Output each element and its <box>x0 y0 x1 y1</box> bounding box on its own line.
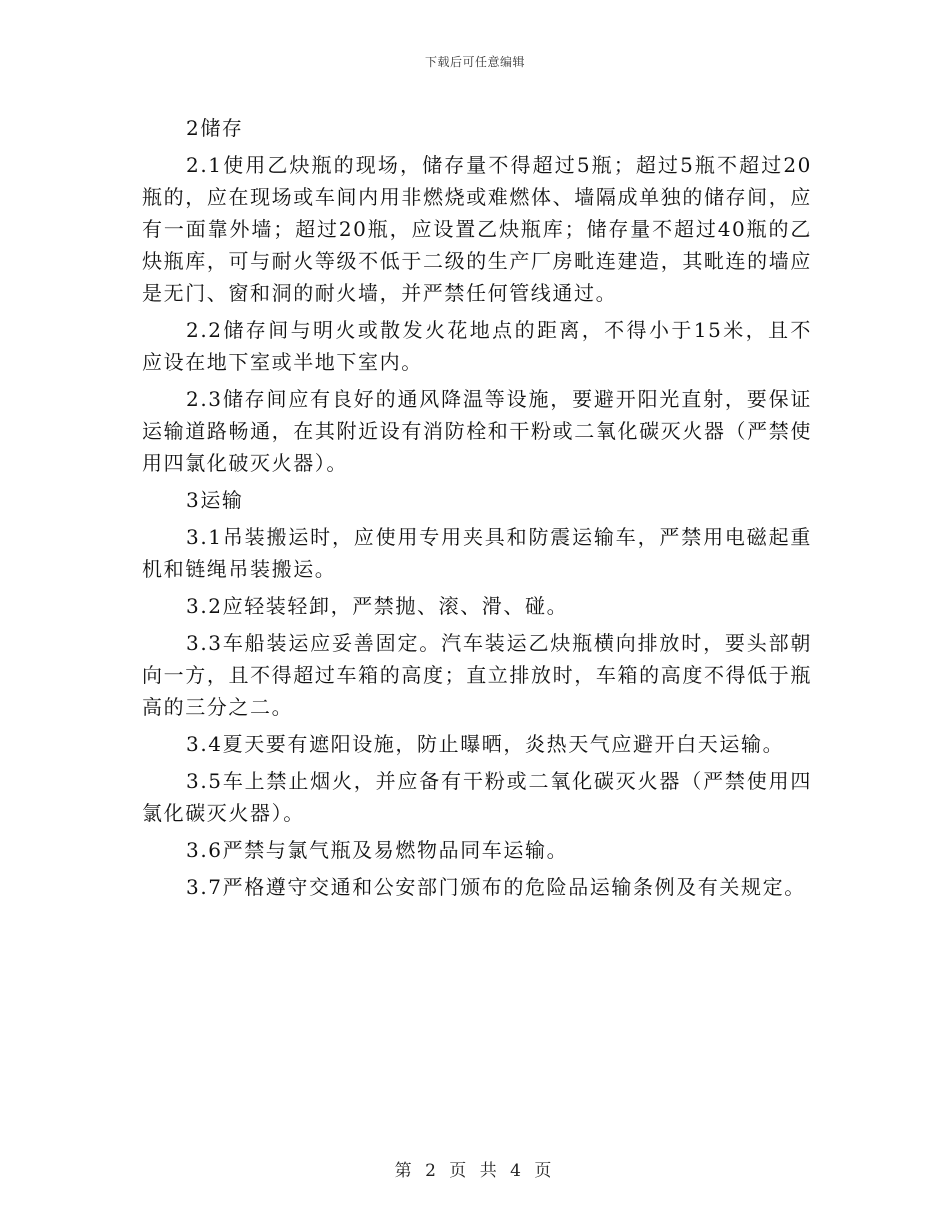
paragraph-3-3: 3.3车船装运应妥善固定。汽车装运乙炔瓶横向排放时，要头部朝向一方，且不得超过车箱的高度；直立排放时，车箱的高度不得低于瓶高的三分之二。 <box>142 631 812 719</box>
paragraph-2-2: 2.2储存间与明火或散发火花地点的距离，不得小于15米，且不应设在地下室或半地下室内。 <box>142 318 812 374</box>
paragraph-2-3: 2.3储存间应有良好的通风降温等设施，要避开阳光直射，要保证运输道路畅通，在其附近设有消防栓和干粉或二氧化碳灭火器（严禁使用四氯化破灭火器）。 <box>142 387 812 475</box>
paragraph-3-4: 3.4夏天要有遮阳设施，防止曝晒，炎热天气应避开白天运输。 <box>186 732 785 756</box>
section-heading-transport: 3运输 <box>186 488 244 512</box>
page-header-note: 下载后可任意编辑 <box>424 55 525 69</box>
paragraph-3-6: 3.6严禁与氯气瓶及易燃物品同车运输。 <box>186 838 569 862</box>
paragraph-2-1: 2.1使用乙炔瓶的现场，储存量不得超过5瓶；超过5瓶不超过20瓶的，应在现场或车间内用非燃烧或难燃体、墙隔成单独的储存间，应有一面靠外墙；超过20瓶，应设置乙炔瓶库；储存量不超过40瓶的乙炔瓶库，可与耐火等级不低于二级的生产厂房毗连建造，其毗连的墙应是无门、窗和洞的耐火墙，并严禁任何管线通过。 <box>142 153 812 305</box>
section-heading-storage: 2储存 <box>186 116 244 140</box>
paragraph-3-2: 3.2应轻装轻卸，严禁抛、滚、滑、碰。 <box>186 594 569 618</box>
paragraph-3-7: 3.7严格遵守交通和公安部门颁布的危险品运输条例及有关规定。 <box>186 875 806 899</box>
document-body <box>142 112 812 908</box>
page-number: 第 2 页 共 4 页 <box>394 1161 556 1181</box>
paragraph-3-5: 3.5车上禁止烟火，并应备有干粉或二氧化碳灭火器（严禁使用四氯化碳灭火器）。 <box>142 769 812 825</box>
paragraph-3-1: 3.1吊装搬运时，应使用专用夹具和防震运输车，严禁用电磁起重机和链绳吊装搬运。 <box>142 525 812 581</box>
